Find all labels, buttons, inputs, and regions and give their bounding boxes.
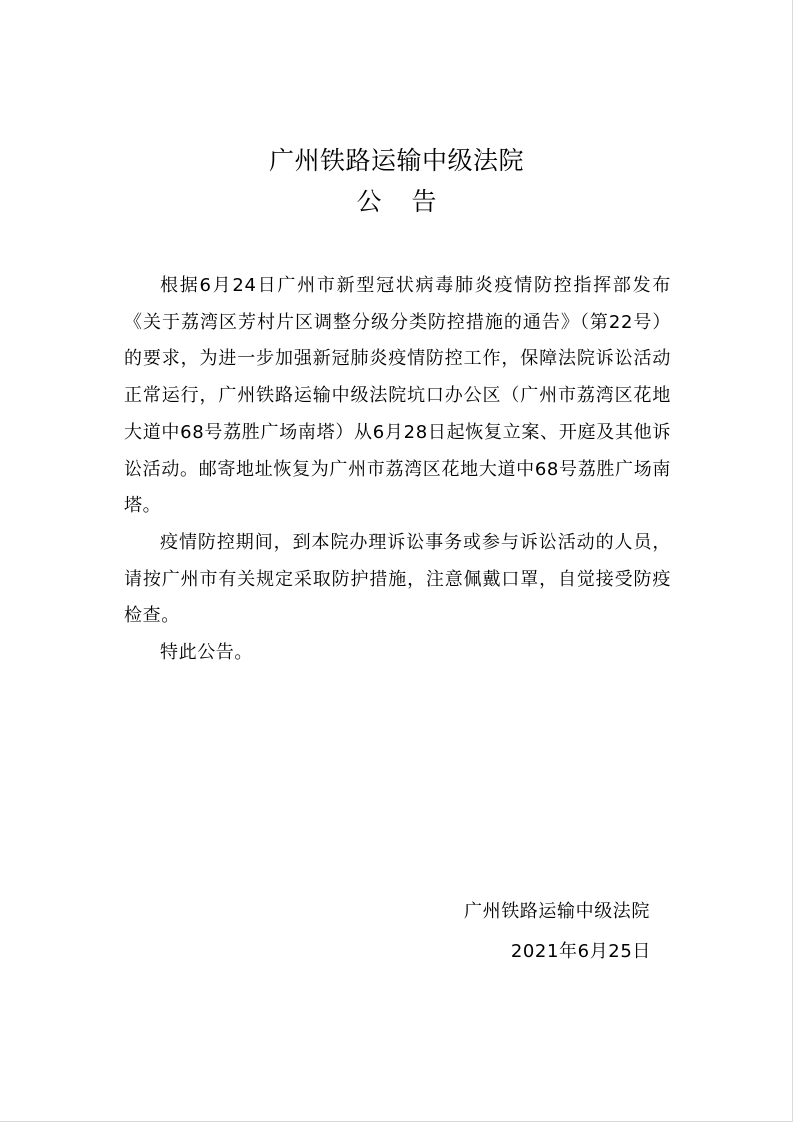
- document-subtitle: 公告: [356, 187, 467, 216]
- signature-date: 2021年6月25日: [510, 941, 651, 962]
- document-title: 广州铁路运输中级法院: [268, 146, 524, 175]
- signature-issuer: 广州铁路运输中级法院: [464, 901, 650, 922]
- body-paragraph-2: 疫情防控期间，到本院办理诉讼事务或参与诉讼活动的人员，请按广州市有关规定采取防护措施，注意佩戴口罩，自觉接受防疫检查。: [124, 531, 671, 627]
- body-paragraph-1: 根据6月24日广州市新型冠状病毒肺炎疫情防控指挥部发布《关于荔湾区芳村片区调整分级分类防控措施的通告》（第22号）的要求，为进一步加强新冠肺炎疫情防控工作，保障法院诉讼活动正常运行，广州铁路运输中级法院坑口办公区（广州市荔湾区花地大道中68号荔胜广场南塔）从6月28日起恢复立案、开庭及其他诉讼活动。邮寄地址恢复为广州市荔湾区花地大道中68号荔胜广场南塔。: [124, 275, 671, 517]
- body-paragraph-3: 特此公告。: [160, 642, 253, 664]
- signature-block: [464, 892, 650, 972]
- notice-body: [124, 268, 671, 672]
